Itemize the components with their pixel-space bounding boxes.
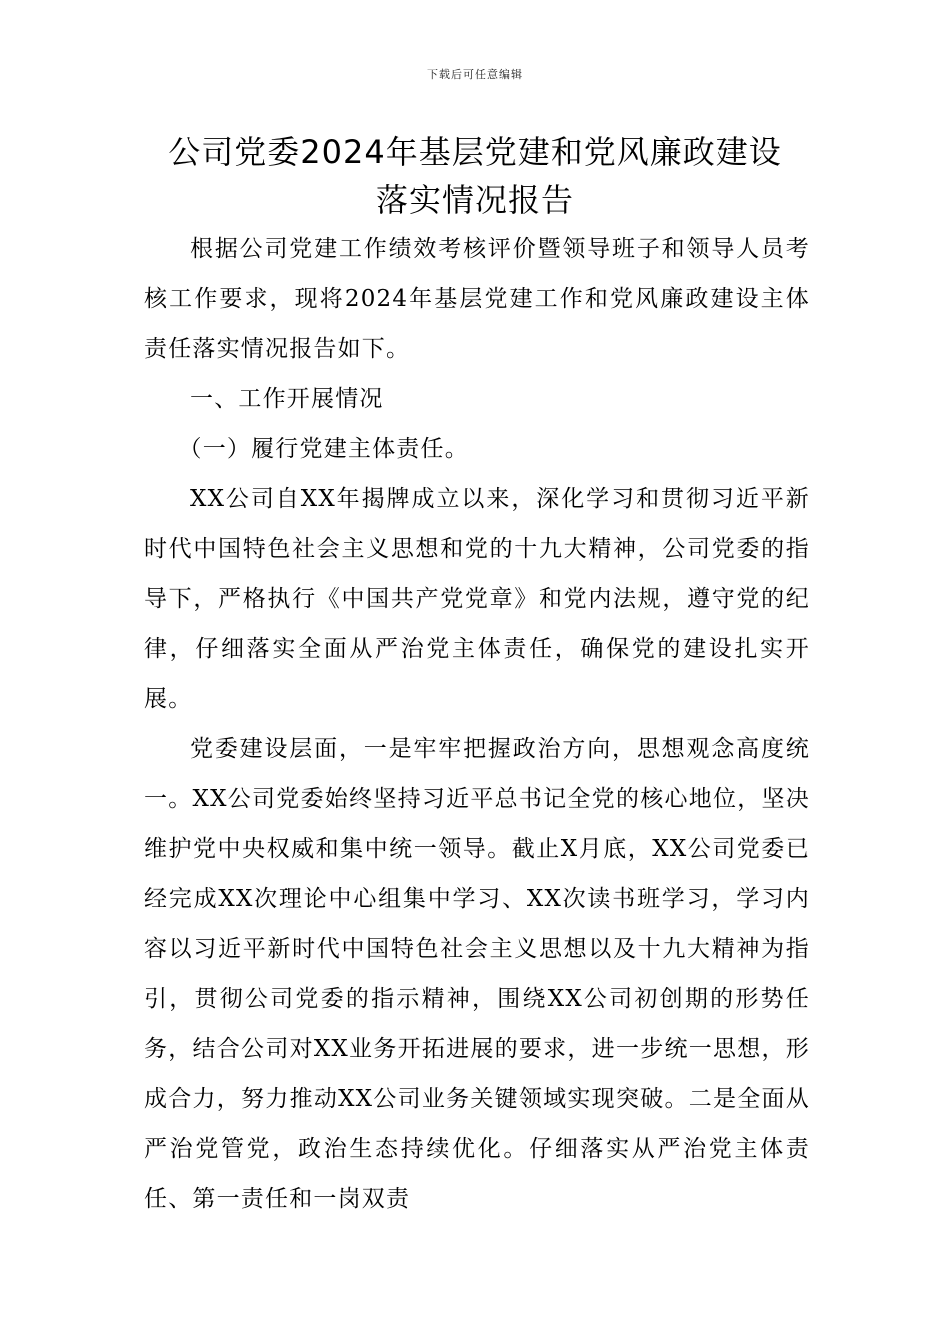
body-paragraph-2: 党委建设层面，一是牢牢把握政治方向，思想观念高度统一。XX公司党委始终坚持习近平总书记全党的核心地位，坚决维护党中央权威和集中统一领导。截止X月底，XX公司党委已经完成XX次理论中心组集中学习、XX次读书班学习，学习内容以习近平新时代中国特色社会主义思想以及十九大精神为指引，贯彻公司党委的指示精神，围绕XX公司初创期的形势任务，结合公司对XX业务开拓进展的要求，进一步统一思想，形成合力，努力推动XX公司业务关键领域实现突破。二是全面从严治党管党，政治生态持续优化。仔细落实从严治党主体责任、第一责任和一岗双责 <box>144 736 810 1212</box>
header-note: 下载后可任意编辑 <box>427 68 523 81</box>
body-paragraph-1: XX公司自XX年揭牌成立以来，深化学习和贯彻习近平新时代中国特色社会主义思想和党的十九大精神，公司党委的指导下，严格执行《中国共产党党章》和党内法规，遵守党的纪律，仔细落实全面从严治党主体责任，确保党的建设扎实开展。 <box>144 486 810 712</box>
intro-paragraph: 根据公司党建工作绩效考核评价暨领导班子和领导人员考核工作要求，现将2024年基层党建工作和党风廉政建设主体责任落实情况报告如下。 <box>144 236 810 362</box>
title-line-2: 落实情况报告 <box>375 181 574 219</box>
document-title <box>120 128 830 224</box>
subsection-heading: （一）履行党建主体责任。 <box>178 436 469 462</box>
title-line-1: 公司党委2024年基层党建和党风廉政建设 <box>168 133 782 171</box>
document-body <box>144 224 810 1224</box>
section-heading: 一、工作开展情况 <box>190 386 384 412</box>
